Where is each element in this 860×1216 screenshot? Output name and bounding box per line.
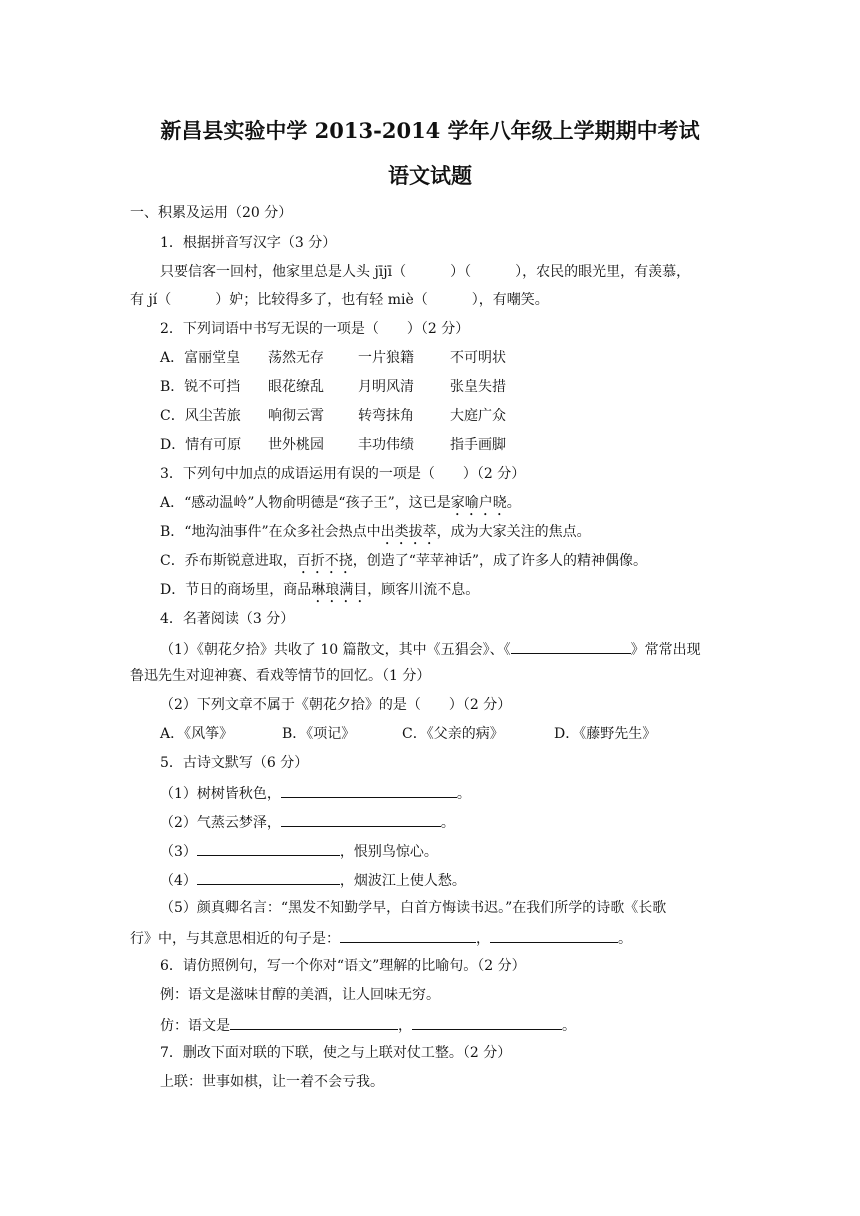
answer-blank[interactable] [281, 782, 457, 798]
q2-option-b [160, 377, 506, 397]
q4-part1-line1 [160, 638, 701, 660]
q6-text: 。 [562, 1018, 576, 1034]
q3-text: ，成为大家关注的焦点。 [436, 524, 591, 540]
word: 响彻云霄 [268, 408, 324, 424]
answer-blank[interactable] [197, 869, 340, 885]
q1-text: 有 jí（ [130, 292, 172, 308]
q4-part1-line2: 鲁迅先生对迎神赛、看戏等情节的回忆。（1 分） [130, 668, 431, 684]
q4-text: （1）《朝花夕拾》共收了 10 篇散文，其中《五猖会》、《 [160, 642, 511, 658]
word: 大庭广众 [450, 408, 506, 424]
q3-text: D．节日的商场里，商品 [160, 582, 312, 598]
q6-example: 例：语文是滋味甘醇的美酒，让人回味无穷。 [160, 987, 440, 1003]
q6-text: ， [398, 1018, 412, 1034]
q1-line1 [160, 262, 690, 282]
exam-title: 新昌县实验中学 2013-2014 学年八年级上学期期中考试 [160, 118, 700, 143]
answer-blank[interactable] [281, 811, 441, 827]
q1-text: ）妒；比较得多了，也有轻 miè（ [215, 292, 428, 308]
option: A．《风筝》 [160, 726, 234, 742]
word: 指手画脚 [450, 437, 506, 453]
q5-text: 。 [440, 815, 455, 831]
q5-text: ，烟波江上使人愁。 [339, 873, 466, 889]
q1-heading: 1．根据拼音写汉字（3 分） [160, 235, 337, 251]
q5-text: （3） [160, 844, 197, 860]
q5-line3 [160, 840, 438, 862]
q2-heading: 2．下列词语中书写无误的一项是（ ）（2 分） [160, 321, 470, 337]
q1-line2 [130, 290, 549, 310]
q1-text: ），有嘲笑。 [471, 292, 549, 308]
q7-upper-couplet: 上联：世事如棋，让一着不会亏我。 [160, 1074, 384, 1090]
dotted-idiom: 琳琅满目 [311, 582, 368, 598]
q6-imitation [160, 1014, 576, 1036]
q2-option-d [160, 435, 506, 455]
q5-line5: （5）颜真卿名言：“黑发不知勤学早，白首方悔读书迟。”在我们所学的诗歌《长歌 [160, 900, 667, 916]
option: C．《父亲的病》 [402, 726, 504, 742]
q5-text: 。 [618, 931, 632, 947]
q4-options [160, 724, 656, 744]
word: 一片狼籍 [358, 350, 414, 366]
q4-heading: 4．名著阅读（3 分） [160, 611, 295, 627]
q3-option-d [160, 580, 479, 606]
word: 转弯抹角 [358, 408, 414, 424]
word: A．富丽堂皇 [160, 350, 241, 366]
q5-text: ，恨别鸟惊心。 [339, 844, 438, 860]
q5-line4 [160, 869, 466, 891]
section-heading: 一、积累及运用（20 分） [130, 205, 293, 221]
q5-text: （2）气蒸云梦泽， [160, 815, 281, 831]
q5-text: ， [476, 931, 490, 947]
dotted-idiom: 百折不挠 [296, 553, 353, 569]
dotted-idiom: 家喻户晓 [450, 495, 507, 511]
q5-line6 [130, 927, 632, 949]
q3-text: C．乔布斯锐意进取， [160, 553, 297, 569]
q3-text: 。 [506, 495, 521, 511]
q3-option-b [160, 522, 591, 548]
q6-text: 仿：语文是 [160, 1018, 230, 1034]
q4-text: 》常常出现 [630, 642, 701, 658]
exam-subtitle: 语文试题 [388, 163, 472, 188]
q5-text: 。 [456, 786, 471, 802]
word: 世外桃园 [268, 437, 324, 453]
q3-text: ，顾客川流不息。 [367, 582, 480, 598]
option: B．《项记》 [282, 726, 356, 742]
word: C．风尘苦旅 [160, 408, 241, 424]
word: 月明风清 [358, 379, 414, 395]
q3-text: A．“感动温岭”人物俞明德是“孩子王”，这已是 [160, 495, 451, 511]
q3-heading: 3．下列句中加点的成语运用有误的一项是（ ）（2 分） [160, 466, 526, 482]
dotted-idiom: 出类拔萃 [380, 524, 437, 540]
q1-text: ），农民的眼光里，有羡慕， [515, 264, 691, 280]
answer-blank[interactable] [490, 927, 618, 943]
word: 张皇失措 [450, 379, 506, 395]
q1-text: 只要信客一回村，他家里总是人头 jījī（ [160, 264, 407, 280]
q5-line1 [160, 782, 471, 804]
q4-part2: （2）下列文章不属于《朝花夕拾》的是（ ）（2 分） [160, 697, 512, 713]
answer-blank[interactable] [412, 1014, 562, 1030]
word: 眼花缭乱 [268, 379, 324, 395]
q6-heading: 6．请仿照例句，写一个你对“语文”理解的比喻句。（2 分） [160, 958, 526, 974]
option: D．《藤野先生》 [554, 726, 657, 742]
q3-option-c [160, 551, 647, 577]
answer-blank[interactable] [197, 840, 340, 856]
q3-text: ，创造了“苹苹神话”，成了许多人的精神偶像。 [352, 553, 648, 569]
q3-option-a [160, 493, 521, 519]
q5-text: （1）树树皆秋色， [160, 786, 281, 802]
q2-option-a [160, 348, 506, 368]
q7-heading: 7．删改下面对联的下联，使之与上联对仗工整。（2 分） [160, 1045, 512, 1061]
answer-blank[interactable] [230, 1014, 398, 1030]
answer-blank[interactable] [511, 638, 631, 654]
q5-line2 [160, 811, 455, 833]
word: 不可明状 [450, 350, 506, 366]
answer-blank[interactable] [340, 927, 476, 943]
q5-text: 行》中，与其意思相近的句子是： [130, 931, 340, 947]
q5-heading: 5．古诗文默写（6 分） [160, 755, 309, 771]
word: 荡然无存 [268, 350, 324, 366]
word: D．情有可原 [160, 437, 242, 453]
q5-text: （4） [160, 873, 197, 889]
word: 丰功伟绩 [358, 437, 414, 453]
q3-text: B．“地沟油事件”在众多社会热点中 [160, 524, 381, 540]
q2-option-c [160, 406, 506, 426]
word: B．锐不可挡 [160, 379, 241, 395]
q1-text: ）（ [450, 264, 472, 280]
